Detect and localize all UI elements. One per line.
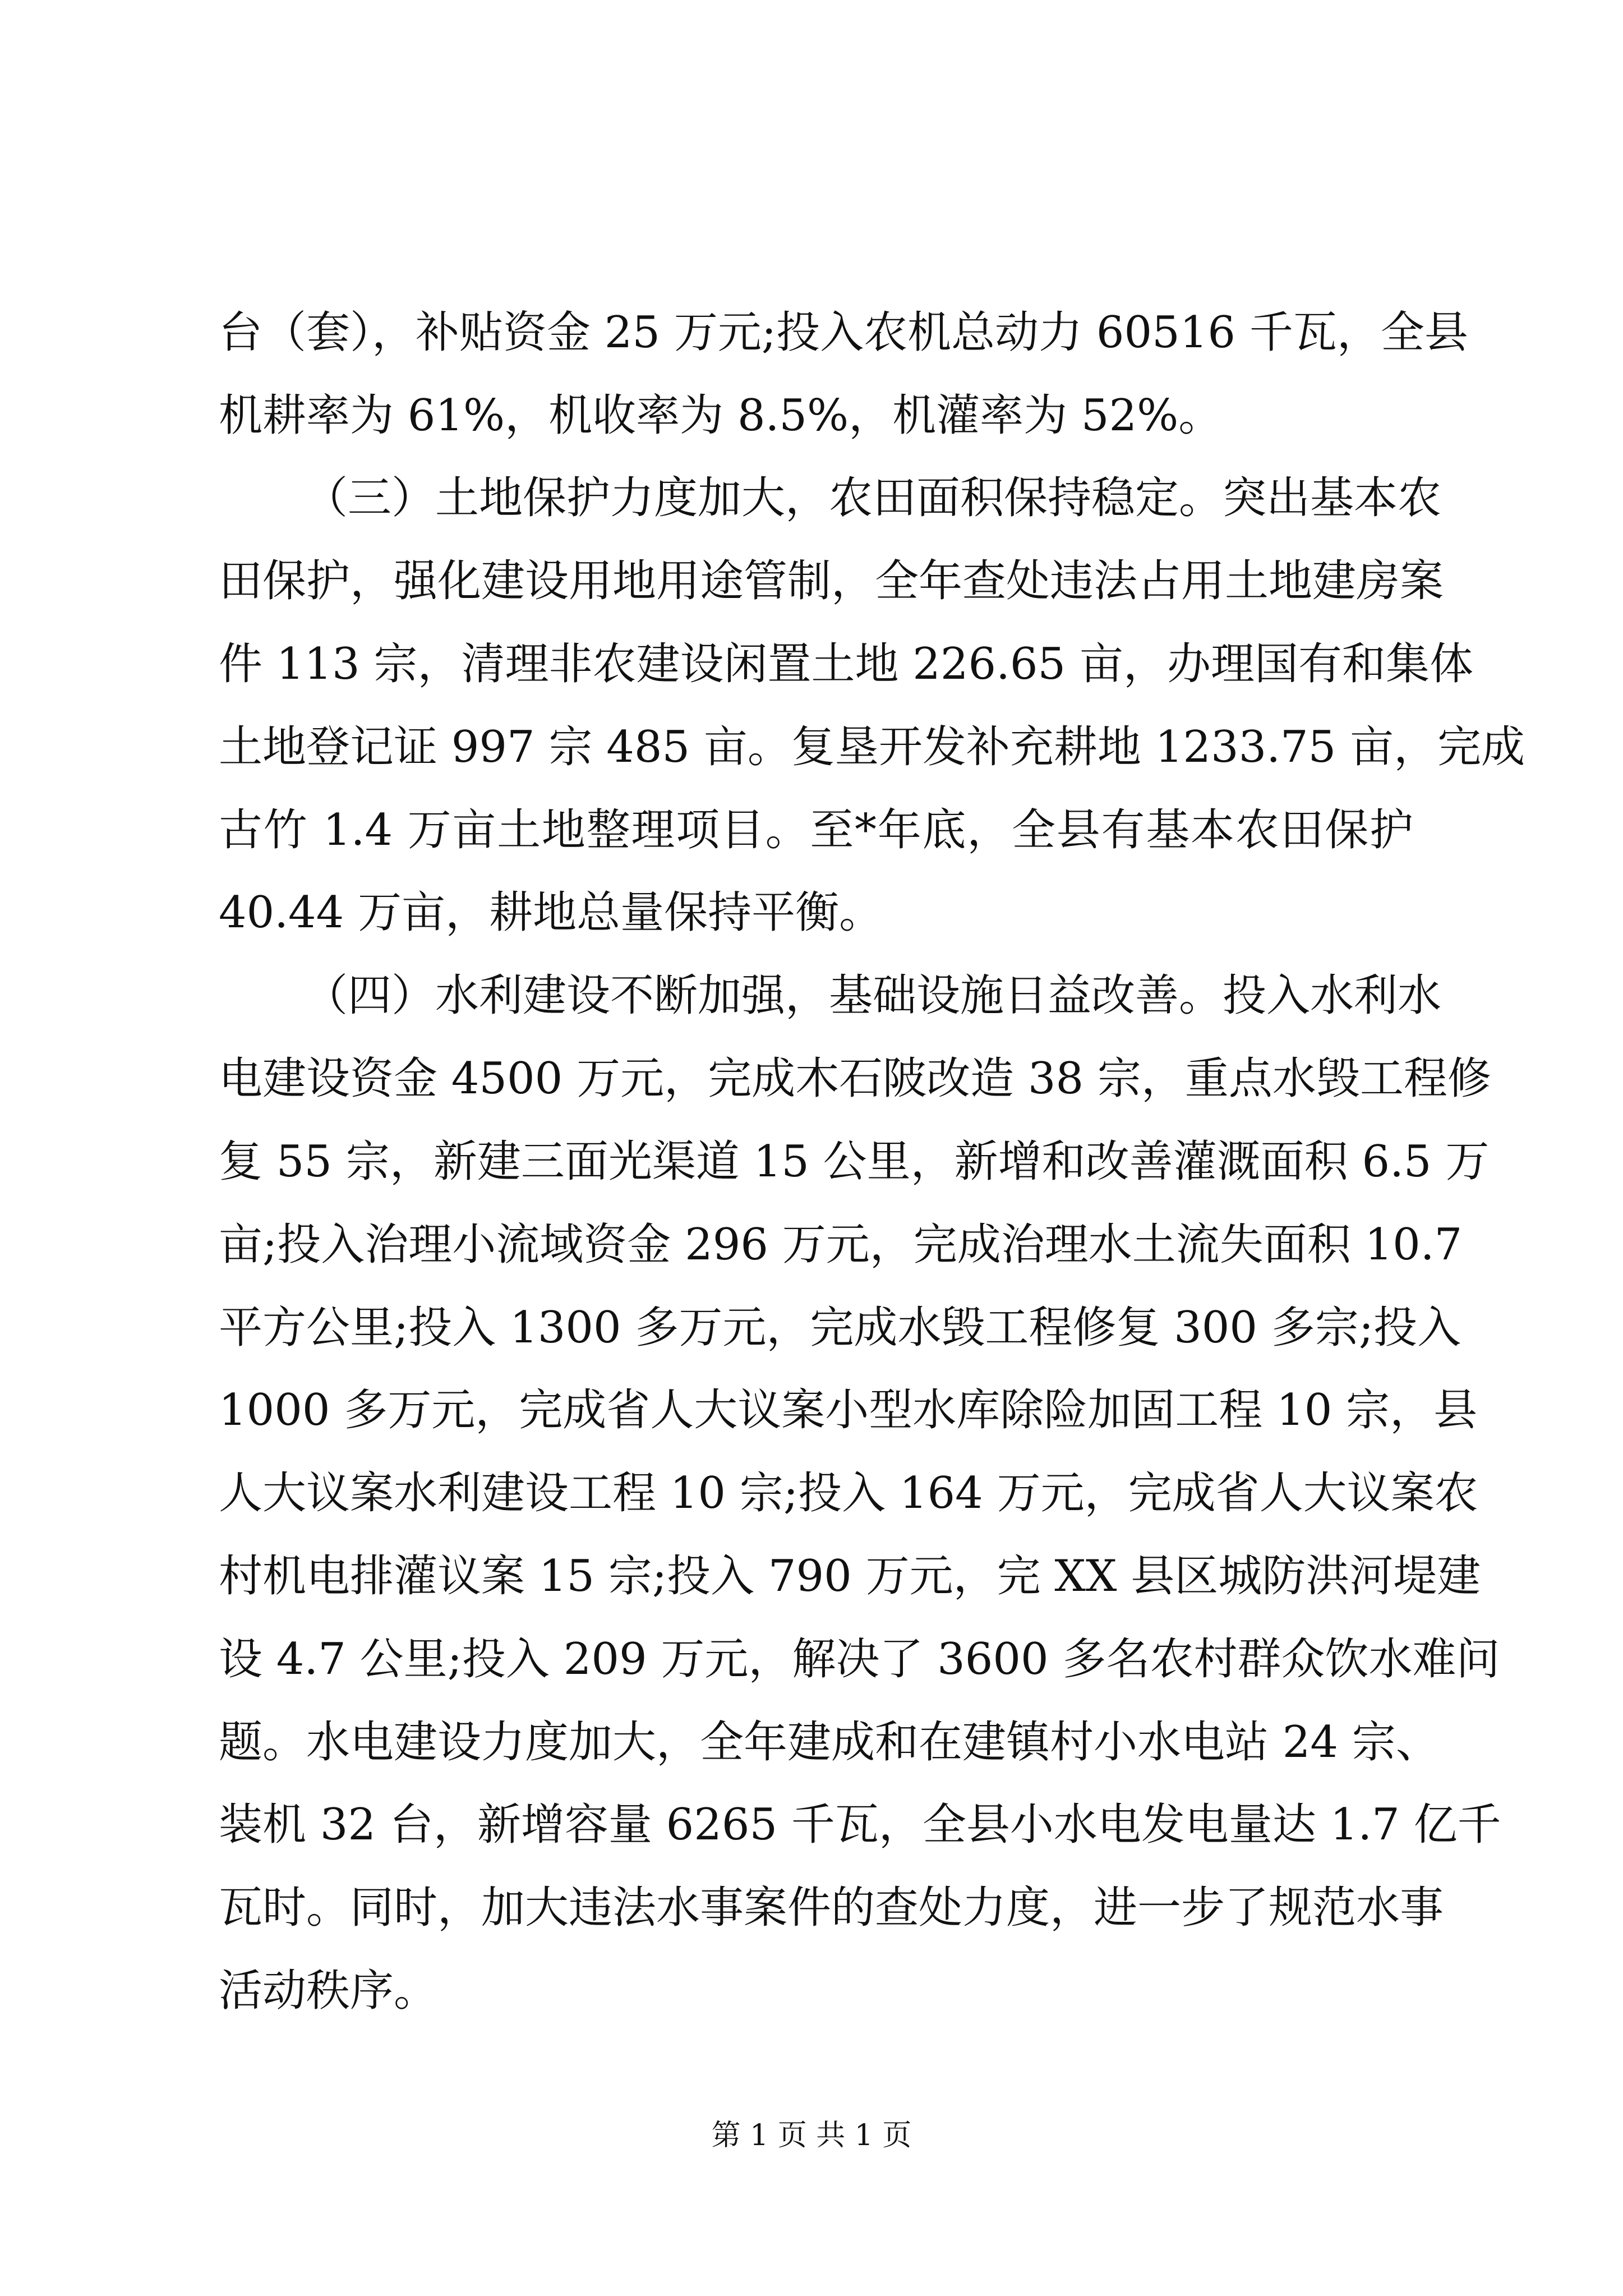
text-line: 1000 多万元，完成省人大议案小型水库除险加固工程 10 宗，县 xyxy=(219,1385,1478,1435)
text-line: 田保护，强化建设用地用途管制，全年查处违法占用土地建房案 xyxy=(219,556,1444,606)
text-line: 村机电排灌议案 15 宗;投入 790 万元，完 XX 县区城防洪河堤建 xyxy=(219,1551,1481,1602)
text-line: 装机 32 台，新增容量 6265 千瓦，全县小水电发电量达 1.7 亿千 xyxy=(219,1800,1501,1850)
text-line: 人大议案水利建设工程 10 宗;投入 164 万元，完成省人大议案农 xyxy=(219,1468,1478,1519)
text-line: 瓦时。同时，加大违法水事案件的查处力度，进一步了规范水事 xyxy=(219,1883,1444,1933)
section-heading-line: （四）水利建设不断加强，基础设施日益改善。投入水利水 xyxy=(304,970,1442,1021)
text-line: 电建设资金 4500 万元，完成木石陂改造 38 宗，重点水毁工程修 xyxy=(219,1053,1491,1104)
text-line: 台（套），补贴资金 25 万元;投入农机总动力 60516 千瓦，全县 xyxy=(219,307,1468,358)
text-line: 题。水电建设力度加大，全年建成和在建镇村小水电站 24 宗、 xyxy=(219,1717,1440,1768)
text-line: 平方公里;投入 1300 多万元，完成水毁工程修复 300 多宗;投入 xyxy=(219,1303,1461,1353)
text-line: 古竹 1.4 万亩土地整理项目。至*年底，全县有基本农田保护 xyxy=(219,805,1413,855)
text-line: 复 55 宗，新建三面光渠道 15 公里，新增和改善灌溉面积 6.5 万 xyxy=(219,1137,1490,1187)
text-line: 40.44 万亩，耕地总量保持平衡。 xyxy=(219,887,883,938)
section-heading-line: （三）土地保护力度加大，农田面积保持稳定。突出基本农 xyxy=(304,473,1442,523)
text-line: 机耕率为 61%，机收率为 8.5%，机灌率为 52%。 xyxy=(219,390,1223,441)
text-line: 件 113 宗，清理非农建设闲置土地 226.65 亩，办理国有和集体 xyxy=(219,639,1473,689)
page-number-footer: 第 1 页 共 1 页 xyxy=(711,2119,912,2152)
text-line: 土地登记证 997 宗 485 亩。复垦开发补充耕地 1233.75 亩，完成 xyxy=(219,722,1525,772)
text-line: 设 4.7 公里;投入 209 万元，解决了 3600 多名农村群众饮水难问 xyxy=(219,1634,1500,1685)
text-line: 活动秩序。 xyxy=(219,1966,438,2016)
text-line: 亩;投入治理小流域资金 296 万元，完成治理水土流失面积 10.7 xyxy=(219,1220,1463,1270)
